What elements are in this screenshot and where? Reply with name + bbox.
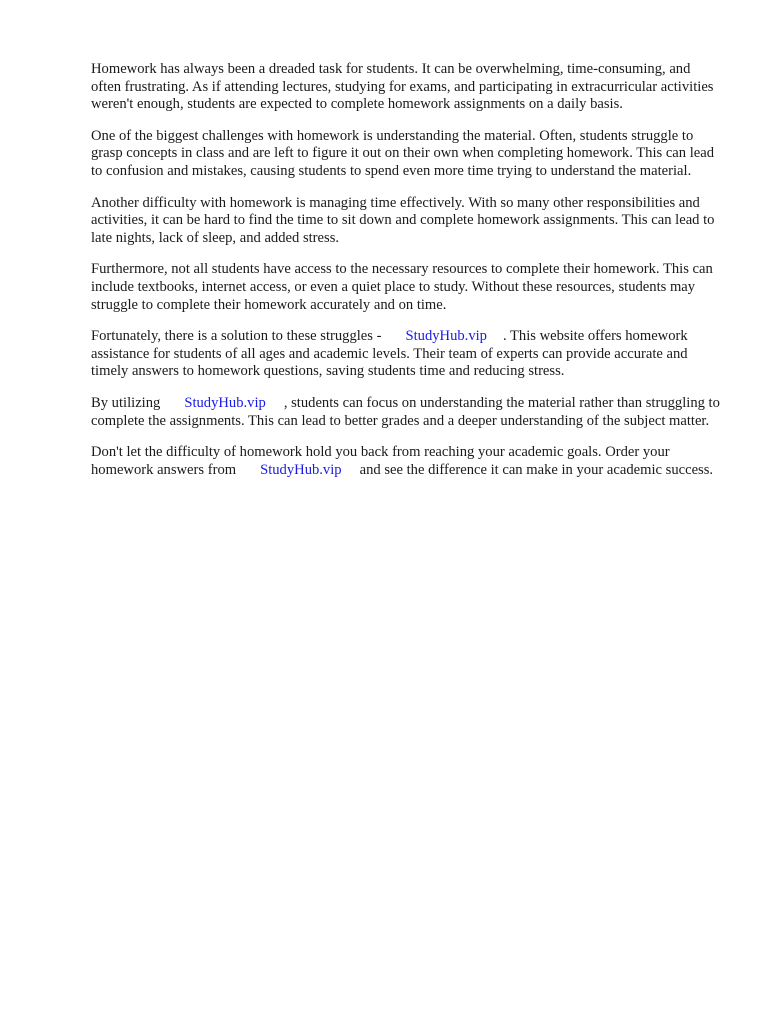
document-page: [91, 61, 721, 493]
paragraph-understanding: One of the biggest challenges with homework is understanding the material. Often, students struggle to grasp concepts in class and are left to figure it out on their own when completing homework. This can lead to confusion and mistakes, causing students to spend even more time trying to understand the material.: [91, 127, 715, 179]
studyhub-link-2[interactable]: StudyHub.vip: [184, 394, 266, 411]
paragraph-solution: [91, 328, 721, 381]
paragraph-utilizing-text-after: , students can focus on understanding the material rather than struggling to complete the assignments. This can lead to better grades and a deeper understanding of the subject matter.: [91, 394, 720, 429]
paragraph-resources: Furthermore, not all students have access to the necessary resources to complete their homework. This can include textbooks, internet access, or even a quiet place to study. Without these resources, students may struggle to complete their homework accurately and on time.: [91, 261, 713, 313]
paragraph-solution-text-after: . This website offers homework assistance for students of all ages and academic levels. Their team of experts can provide accurate and timely answers to homework questions, saving students time and reducing stress.: [91, 328, 688, 380]
paragraph-solution-text-before: Fortunately, there is a solution to these struggles -: [91, 328, 382, 345]
paragraph-utilizing: [91, 395, 721, 430]
paragraph-intro: Homework has always been a dreaded task for students. It can be overwhelming, time-consuming, and often frustrating. As if attending lectures, studying for exams, and participating in extracurricular activities weren't enough, students are expected to complete homework assignments on a daily basis.: [91, 61, 714, 113]
paragraph-cta-text-before: Don't let the difficulty of homework hold you back from reaching your academic goals. Order your homework answers from: [91, 444, 670, 478]
paragraph-utilizing-text-before: By utilizing: [91, 394, 161, 411]
studyhub-link-3[interactable]: StudyHub.vip: [260, 461, 342, 478]
paragraph-time-management: Another difficulty with homework is managing time effectively. With so many other responsibilities and activities, it can be hard to find the time to sit down and complete homework assignments. This can lead to late nights, lack of sleep, and added stress.: [91, 194, 715, 246]
studyhub-link-1[interactable]: StudyHub.vip: [405, 328, 487, 345]
paragraph-call-to-action: [91, 444, 721, 479]
paragraph-cta-text-after: and see the difference it can make in your academic success.: [359, 461, 714, 478]
